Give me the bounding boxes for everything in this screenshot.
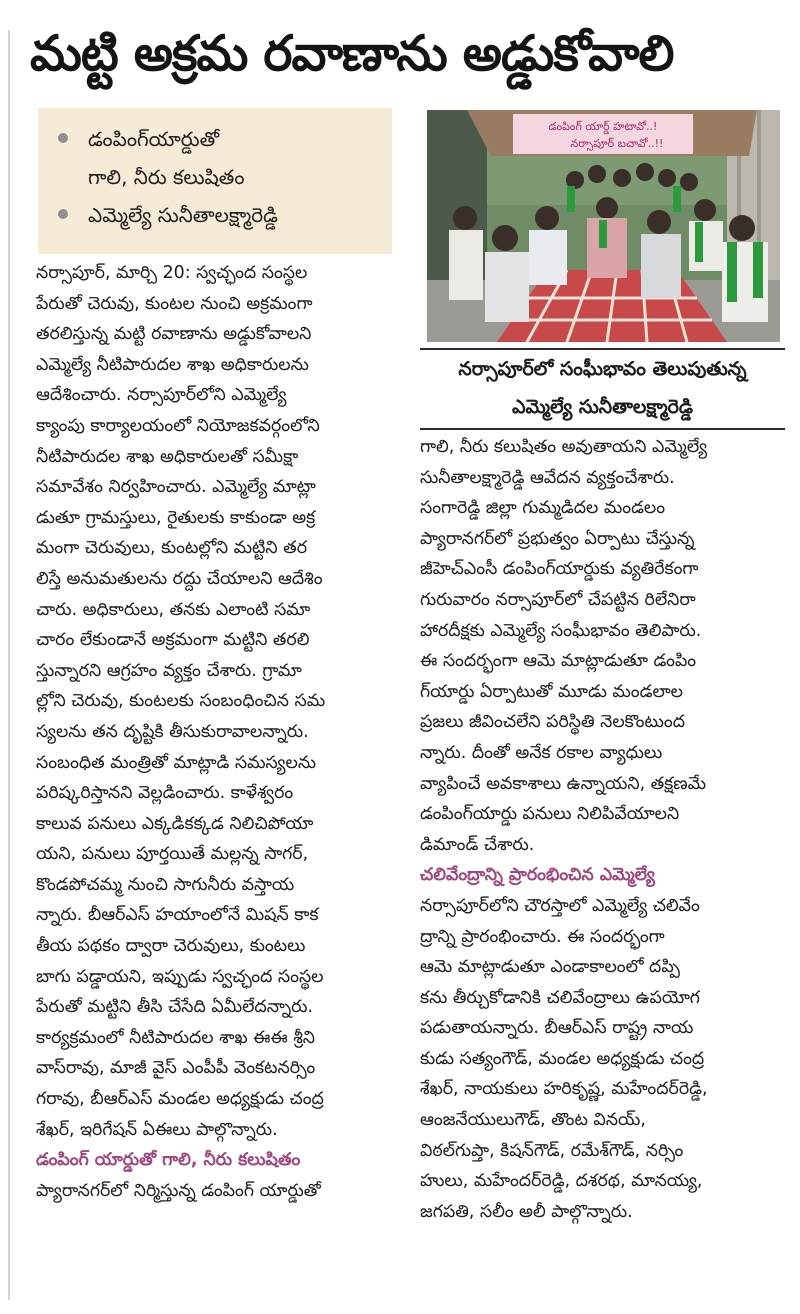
- bullet-icon: [58, 209, 68, 219]
- highlight-text: డంపింగ్‌యార్డుతో గాలి, నీరు కలుషితం: [88, 127, 245, 189]
- body-line: గురువారం నర్సాపూర్‌లో చేపట్టిన రిలేనిరా: [420, 589, 696, 610]
- body-line: ద్రాన్ని ప్రారంభించారు. ఈ సందర్భంగా: [420, 926, 665, 947]
- body-line: యని, పనులు పూర్తయితే మల్లన్న సాగర్,: [36, 844, 309, 865]
- body-line: నర్సాపూర్‌లోని చౌరస్తాలో ఎమ్మెల్యే చలివేం: [420, 895, 700, 916]
- body-line: హులు, మహేందర్‌రెడ్డి, దశరథ, మానయ్య,: [420, 1171, 703, 1192]
- body-line: శేఖర్, నాయకులు హరికృష్ణ, మహేందర్‌రెడ్డి,: [420, 1079, 708, 1100]
- body-line: కుడు సత్యంగౌడ్, మండల అధ్యక్షుడు చంద్ర: [420, 1048, 705, 1069]
- body-line: డిమాండ్ చేశారు.: [420, 834, 535, 855]
- body-line: సమావేశం నిర్వహించారు. ఎమ్మెల్యే మాట్లా: [36, 477, 316, 498]
- body-line: డుతూ గ్రామస్తులు, రైతులకు కాకుండా అక్ర: [36, 507, 316, 528]
- section-subhead: చలివేంద్రాన్ని ప్రారంభించిన ఎమ్మెల్యే: [420, 865, 655, 886]
- body-line: చారు. అధికారులు, తనకు ఎలాంటి సమా: [36, 599, 311, 620]
- bullet-icon: [58, 133, 68, 143]
- body-line: కొండపోచమ్మ నుంచి సాగునీరు వస్తాయ: [36, 874, 295, 895]
- body-line: ఆంజనేయులుగౌడ్, తొంట వినయ్,: [420, 1110, 646, 1131]
- body-line: స్యలను తన దృష్టికి తీసుకురావాలన్నారు.: [36, 721, 309, 742]
- body-line: పేరుతో చెరువు, కుంటల నుంచి అక్రమంగా: [36, 293, 313, 314]
- body-line: మంగా చెరువులు, కుంటల్లోని మట్టిని తర: [36, 538, 308, 559]
- body-line: ఈ సందర్భంగా ఆమె మాట్లాడుతూ డంపిం: [420, 651, 697, 672]
- left-column: [36, 258, 398, 1206]
- body-line: పరిష్కరిస్తానని వెల్లడించారు. కాళేశ్వరం: [36, 783, 294, 804]
- body-line: నర్సాపూర్, మార్చి 20: స్వచ్ఛంద సంస్థల: [36, 263, 308, 283]
- body-line: ప్యారానగర్‌లో ప్రభుత్వం ఏర్పాటు చేస్తున్న: [420, 528, 695, 549]
- body-line: జీహెచ్‌ఎంసీ డంపింగ్‌యార్డుకు వ్యతిరేకంగా: [420, 559, 699, 580]
- body-line: లిస్తే అనుమతులను రద్దు చేయాలని ఆదేశిం: [36, 568, 323, 589]
- body-line: చారం లేకుండానే అక్రమంగా మట్టిని తరలి: [36, 630, 310, 651]
- body-line: వ్యాపించే అవకాశాలు ఉన్నాయని, తక్షణమే: [420, 773, 706, 794]
- body-line: శేఖర్, ఇరిగేషన్ ఏఈలు పాల్గొన్నారు.: [36, 1119, 278, 1140]
- body-line: గ్‌యార్డు ఏర్పాటుతో మూడు మండలాల: [420, 681, 684, 702]
- body-line: జగపతి, సలీం అలీ పాల్గొన్నారు.: [420, 1201, 633, 1222]
- body-line: సంబంధిత మంత్రితో మాట్లాడి సమస్యలను: [36, 752, 317, 773]
- right-column: [420, 432, 785, 1227]
- body-line: పడుతాయన్నారు. బీఆర్‌ఎస్ రాష్ట్ర నాయ: [420, 1018, 694, 1039]
- body-line: స్తున్నారని ఆగ్రహం వ్యక్తం చేశారు. గ్రామా: [36, 660, 302, 681]
- body-line: వాస్‌రావు, మాజీ వైస్ ఎంపీపీ వెంకటనర్సిం: [36, 1058, 316, 1079]
- body-line: ప్యారానగర్‌లో నిర్మిస్తున్న డంపింగ్ యార్డుతో: [36, 1180, 321, 1201]
- body-line: సునీతాలక్ష్మారెడ్డి ఆవేదన వ్యక్తంచేశారు.: [420, 467, 675, 488]
- body-line: గరావు, బీఆర్‌ఎస్ మండల అధ్యక్షుడు చంద్ర: [36, 1089, 324, 1110]
- body-line: గాలి, నీరు కలుషితం అవుతాయని ఎమ్మెల్యే: [420, 437, 708, 457]
- highlight-text: ఎమ్మెల్యే సునీతాలక్ష్మారెడ్డి: [88, 203, 278, 227]
- body-line: కార్యక్రమంలో నీటిపారుదల శాఖ ఈఈ శ్రీని: [36, 1027, 315, 1048]
- body-line: న్నారు. బీఆర్‌ఎస్ హయాంలోనే మిషన్ కాక: [36, 905, 319, 926]
- body-line: ల్లోని చెరువు, కుంటలకు సంబంధించిన సమ: [36, 691, 326, 712]
- caption-line: నర్సాపూర్‌లో సంఘీభావం తెలుపుతున్న: [458, 358, 747, 380]
- body-line: తరలిస్తున్న మట్టి రవాణాను అడ్డుకోవాలని: [36, 324, 312, 345]
- highlight-item: [58, 120, 382, 196]
- svg-text:నర్సాపూర్ బచావో..!!: నర్సాపూర్ బచావో..!!: [570, 137, 664, 150]
- body-line: ప్రజలు జీవించలేని పరిస్థితి నెలకొంటుంద: [420, 712, 685, 733]
- body-line: పేరుతో మట్టిని తీసి చేసేది ఏమీలేదన్నారు.: [36, 997, 313, 1018]
- body-line: తీయ పథకం ద్వారా చెరువులు, కుంటలు: [36, 936, 306, 957]
- body-line: హారదీక్షకు ఎమ్మెల్యే సంఘీభావం తెలిపారు.: [420, 620, 702, 641]
- body-line: కను తీర్చుకోడానికి చలివేంద్రాలు ఉపయోగ: [420, 987, 700, 1008]
- headline: మట్టి అక్రమ రవాణాను అడ్డుకోవాలి: [30, 25, 674, 82]
- photo-caption: [420, 348, 785, 430]
- news-photo: [427, 110, 780, 342]
- body-line: విఠల్‌గుప్తా, కిషన్‌గౌడ్, రమేశ్‌గౌడ్, నర్సిం: [420, 1140, 684, 1161]
- highlight-item: [58, 196, 382, 234]
- body-line: ఆదేశించారు. నర్సాపూర్‌లోని ఎమ్మెల్యే: [36, 385, 287, 406]
- section-subhead: డంపింగ్ యార్డుతో గాలి, నీరు కలుషితం: [36, 1150, 301, 1171]
- body-line: డంపింగ్‌యార్డు పనులు నిలిపివేయాలని: [420, 804, 680, 825]
- body-line: బాగు పడ్డాయని, ఇప్పుడు స్వచ్ఛంద సంస్థల: [36, 966, 324, 987]
- svg-text:డంపింగ్ యార్డ్ హటావో..!: డంపింగ్ యార్డ్ హటావో..!: [548, 120, 658, 133]
- body-line: న్నారు. దీంతో అనేక రకాల వ్యాధులు: [420, 742, 663, 763]
- body-line: ఎమ్మెల్యే నీటిపారుదల శాఖ అధికారులను: [36, 354, 309, 375]
- body-line: ఆమె మాట్లాడుతూ ఎండాకాలంలో దప్పి: [420, 957, 680, 978]
- body-line: క్యాంపు కార్యాలయంలో నియోజకవర్గంలోని: [36, 415, 320, 436]
- body-line: నీటిపారుదల శాఖ అధికారులతో సమీక్షా: [36, 446, 299, 467]
- highlights-box: [38, 108, 392, 254]
- body-line: కాలువ పనులు ఎక్కడికక్కడ నిలిచిపోయా: [36, 813, 314, 834]
- margin-rule: [8, 30, 10, 1300]
- body-line: సంగారెడ్డి జిల్లా గుమ్మడిదల మండలం: [420, 498, 666, 519]
- protest-banner: [513, 114, 693, 154]
- caption-line: ఎమ్మెల్యే సునీతాలక్ష్మారెడ్డి: [512, 396, 693, 418]
